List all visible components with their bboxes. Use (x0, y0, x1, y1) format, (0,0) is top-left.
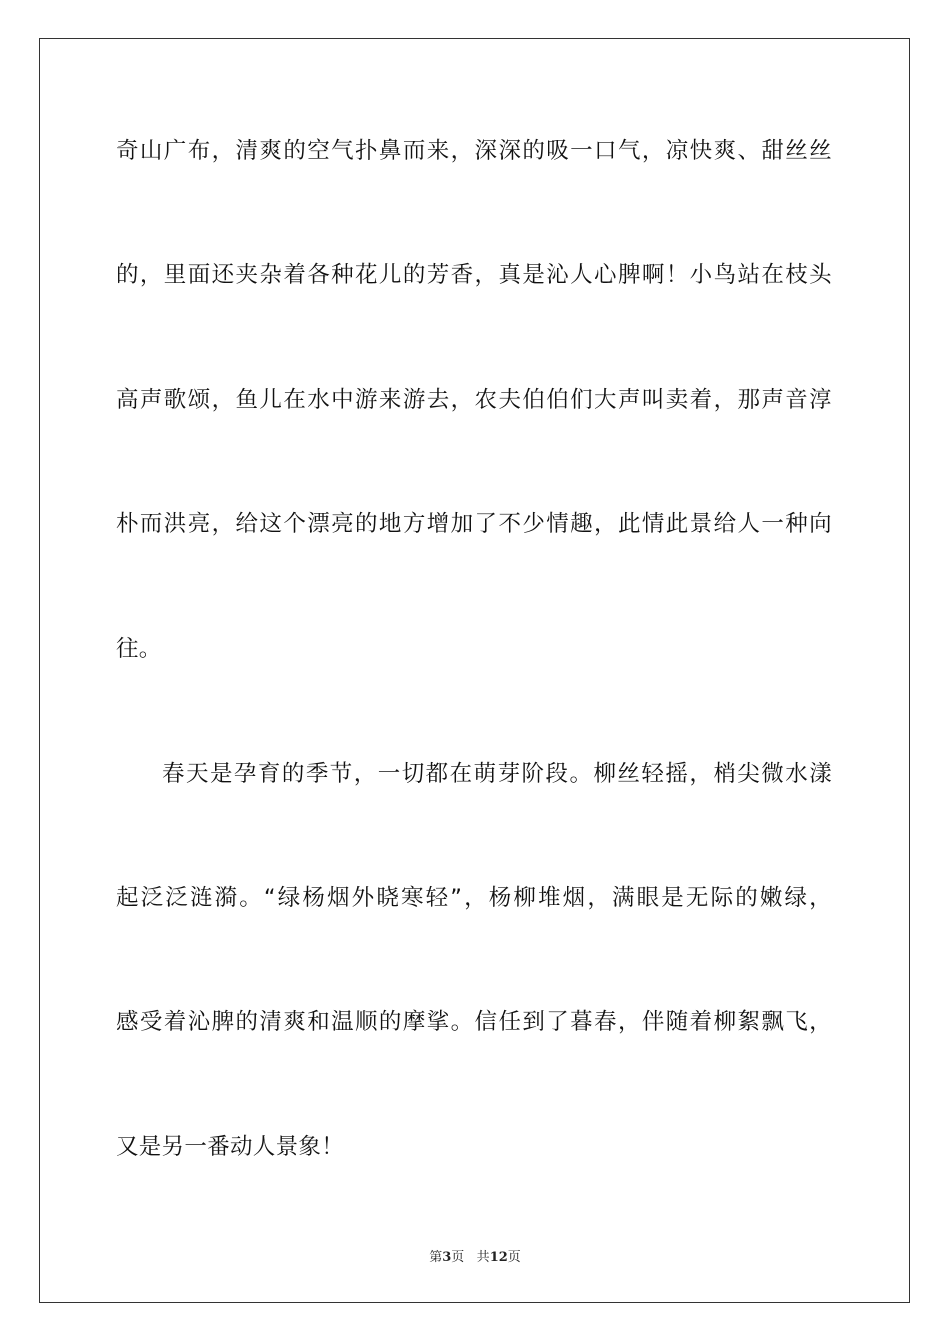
text-line: 又是另一番动人景象！ (116, 1134, 345, 1160)
text-line: 奇山广布，清爽的空气扑鼻而来，深深的吸一口气，凉快爽、甜丝丝 (116, 138, 832, 164)
total-suffix: 页 (507, 1250, 521, 1265)
page-prefix: 第 (429, 1250, 443, 1265)
text-line: 往。 (116, 636, 162, 662)
text-line: 起泛泛涟漪。“绿杨烟外晓寒轻”，杨柳堆烟，满眼是无际的嫩绿， (116, 885, 832, 911)
paragraph-first-line: 春天是孕育的季节，一切都在萌芽阶段。柳丝轻摇，梢尖微水漾 (162, 761, 832, 787)
text-line: 朴而洪亮，给这个漂亮的地方增加了不少情趣，此情此景给人一种向 (116, 511, 832, 537)
text-line: 的，里面还夹杂着各种花儿的芳香，真是沁人心脾啊！小鸟站在枝头 (116, 262, 832, 288)
page-suffix: 页 (451, 1250, 465, 1265)
text-line: 高声歌颂，鱼儿在水中游来游去，农夫伯伯们大声叫卖着，那声音淳 (116, 387, 832, 413)
text-line: 感受着沁脾的清爽和温顺的摩挲。信任到了暮春，伴随着柳絮飘飞， (116, 1009, 832, 1035)
total-pages: 12 (489, 1250, 508, 1265)
page-border (39, 38, 910, 1303)
page-number: 3 (442, 1250, 452, 1265)
page-footer (0, 1246, 950, 1265)
total-prefix: 共 (476, 1250, 490, 1265)
